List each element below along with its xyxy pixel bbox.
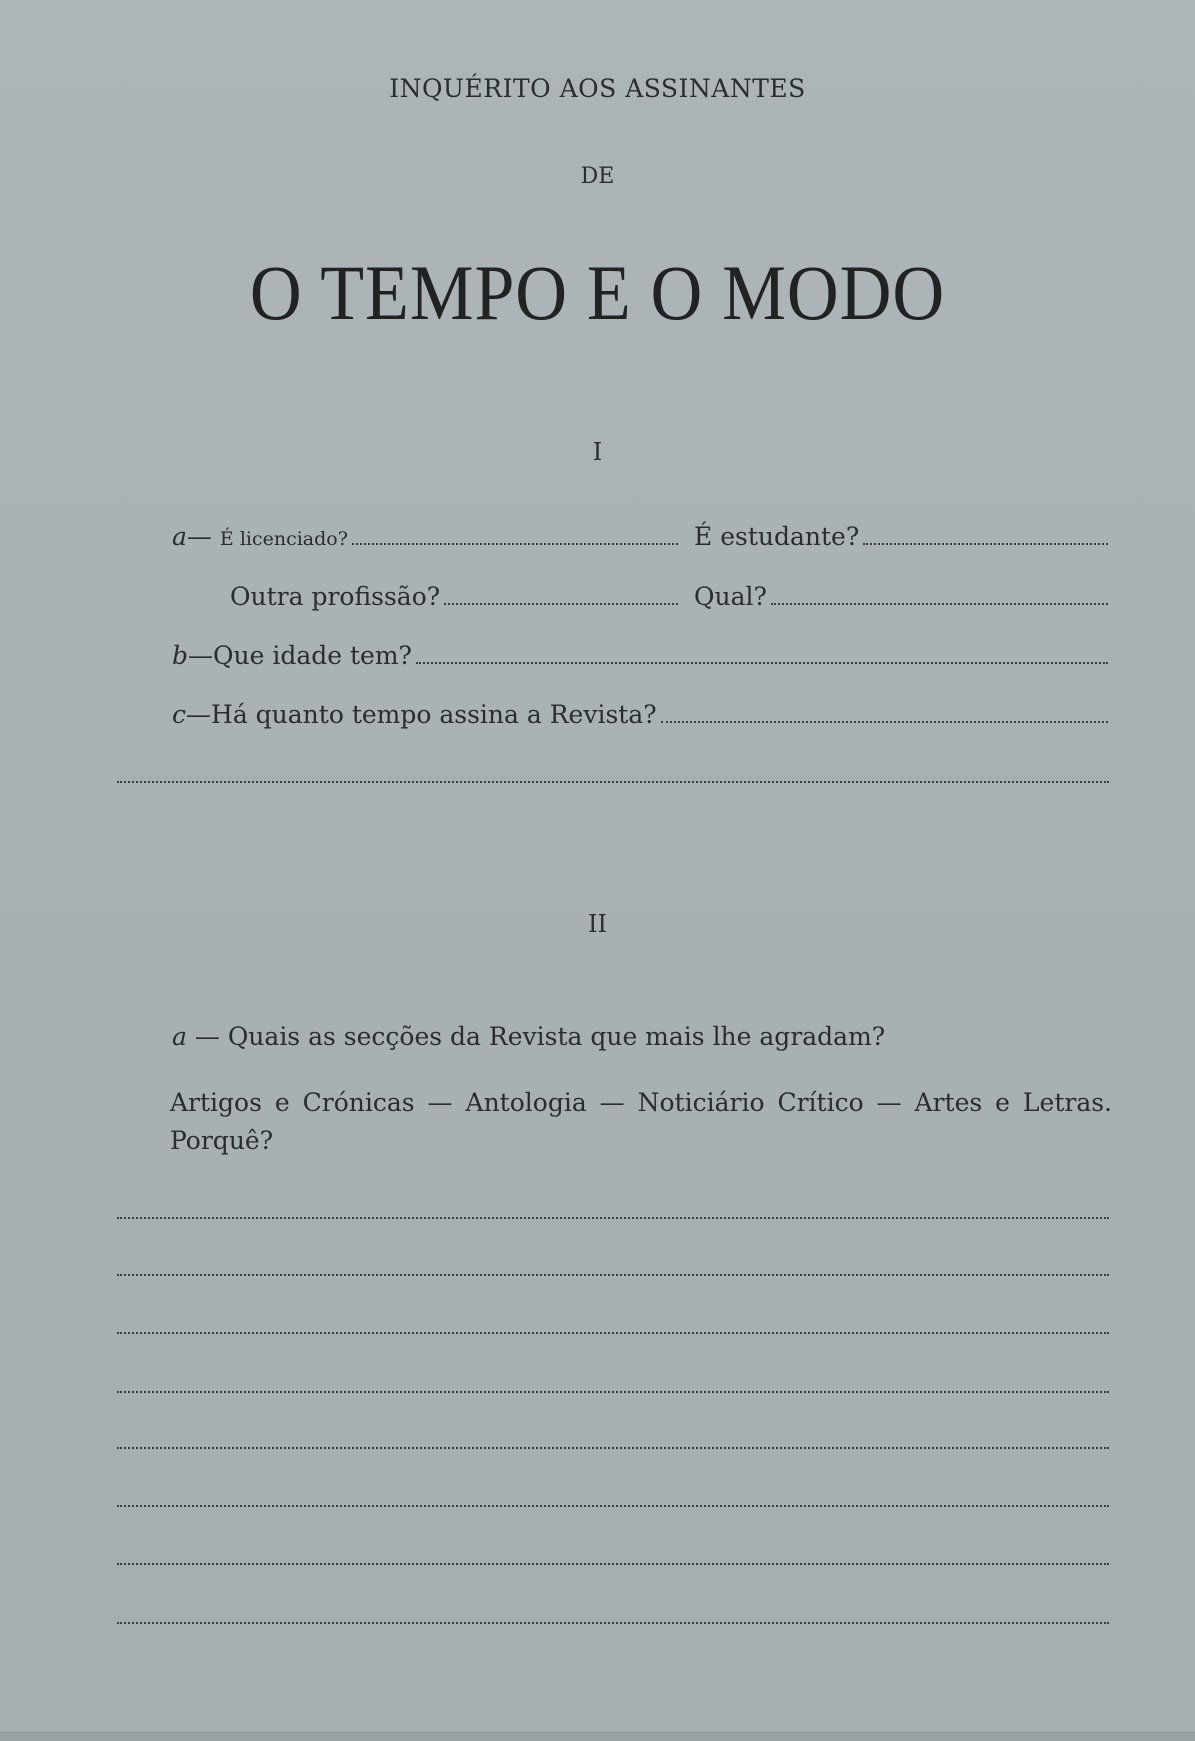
section-2-numeral: II (588, 910, 607, 938)
answer-field-which[interactable] (771, 603, 1108, 605)
question-1b (172, 641, 1112, 670)
answer-field-other-profession[interactable] (444, 603, 678, 605)
dash: — (186, 522, 212, 551)
section-1-numeral: I (592, 438, 603, 466)
which-label: Qual? (694, 582, 767, 611)
answer-field-subscription-time[interactable] (661, 721, 1108, 723)
question-1c (172, 700, 1112, 729)
survey-heading-de: DE (580, 164, 615, 189)
question-1a-other (230, 582, 1112, 611)
other-profession-label: Outra profissão? (230, 582, 441, 611)
answer-line[interactable] (117, 781, 1109, 783)
dash: — (188, 641, 214, 670)
question-2a-letter: a (172, 1022, 187, 1051)
answer-line[interactable] (117, 1622, 1109, 1624)
dash: — (194, 1022, 220, 1051)
question-1a-text: É licenciado? (219, 528, 348, 550)
dash: — (186, 700, 212, 729)
answer-line[interactable] (117, 1563, 1109, 1565)
answer-field-estudante[interactable] (863, 543, 1108, 545)
question-1a (172, 522, 1112, 551)
question-1a-letter: a (172, 522, 187, 551)
answer-line[interactable] (117, 1274, 1109, 1276)
question-2a-text: Quais as secções da Revista que mais lhe agradam? (227, 1022, 886, 1051)
sections-list: Artigos e Crónicas — Antologia — Noticiário Crítico — Artes e Letras. Porquê? (170, 1088, 1112, 1155)
magazine-title: O TEMPO E O MODO (249, 249, 946, 336)
question-1b-letter: b (172, 641, 189, 670)
answer-line[interactable] (117, 1447, 1109, 1449)
answer-field-licenciado[interactable] (352, 543, 678, 545)
answer-field-age[interactable] (416, 662, 1108, 664)
question-1a-text-2: É estudante? (694, 522, 860, 551)
answer-line[interactable] (117, 1505, 1109, 1507)
answer-line[interactable] (117, 1391, 1109, 1393)
question-1b-text: Que idade tem? (213, 641, 412, 670)
question-2a (172, 1022, 885, 1051)
question-1c-letter: c (172, 700, 187, 729)
question-1c-text: Há quanto tempo assina a Revista? (211, 700, 657, 729)
answer-line[interactable] (117, 1217, 1109, 1219)
answer-line[interactable] (117, 1332, 1109, 1334)
survey-heading: INQUÉRITO AOS ASSINANTES (389, 74, 806, 103)
